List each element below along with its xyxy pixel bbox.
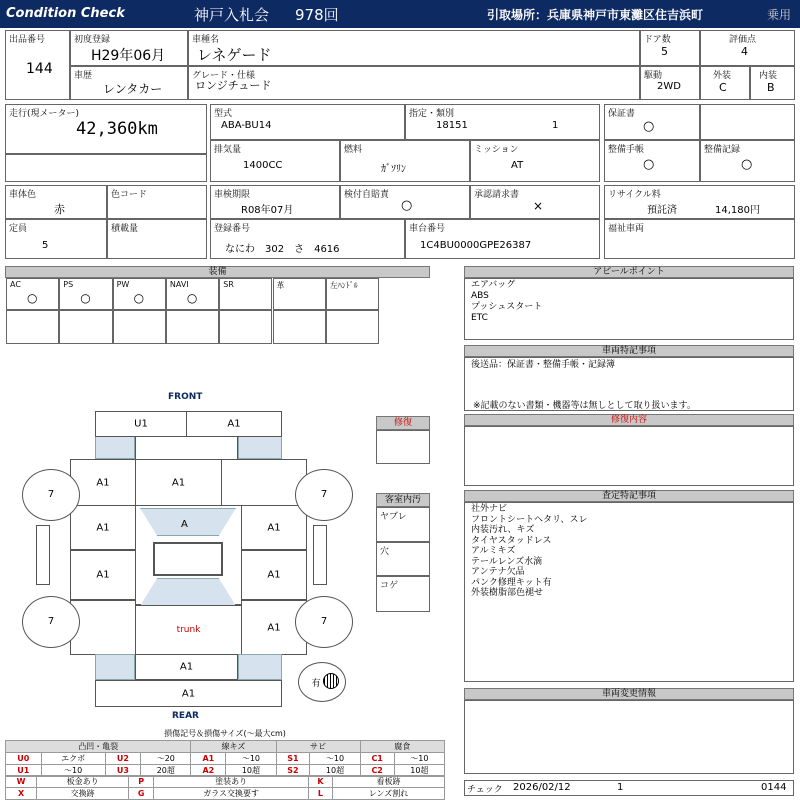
score-cell <box>700 30 795 66</box>
equipment-name: 革 <box>276 281 285 290</box>
color-code-cell <box>107 185 207 219</box>
brand-title: Condition Check <box>6 6 125 21</box>
insurance-cell <box>340 185 470 219</box>
model-code-value: ABA-BU14 <box>221 120 272 131</box>
panel-grille <box>135 436 238 460</box>
panel-front-bumper-right: A1 <box>186 411 282 437</box>
assess-line: パンク修理キット有 <box>471 577 552 588</box>
appeal-line: エアバッグ <box>471 280 516 290</box>
grade-cell <box>188 66 640 100</box>
chassis-label: 車台番号 <box>409 224 446 234</box>
changes-panel <box>464 700 794 774</box>
rear-label: REAR <box>172 711 199 721</box>
assess-line: タイヤスタッドレス <box>471 535 552 546</box>
mileage-value: 42,360km <box>76 119 158 139</box>
equipment-blank <box>6 310 59 344</box>
legend-cell: G <box>129 788 154 800</box>
equipment-0 <box>6 278 59 310</box>
inspection-value: R08年07月 <box>241 205 294 216</box>
approval-cell <box>470 185 600 219</box>
exterior-value: C <box>719 81 727 94</box>
legend-cell: ～10 <box>310 753 360 765</box>
legend-cell: A2 <box>191 765 226 777</box>
legend-cell: U0 <box>6 753 42 765</box>
panel-rear-bumper: A1 <box>95 680 282 707</box>
mileage-cell <box>5 104 207 154</box>
model-name-cell <box>188 30 640 66</box>
legend-cell: ガラス交換要す <box>154 788 309 800</box>
equipment-name: NAVI <box>169 280 189 289</box>
grade-value: ロンジチュード <box>195 79 272 92</box>
cabin-hole: 穴 <box>376 542 430 576</box>
maint-record-value: ○ <box>741 157 753 172</box>
warranty-value: ○ <box>643 119 655 134</box>
legend-cell: ～10 <box>41 765 105 777</box>
designation-label: 指定・類別 <box>409 109 455 119</box>
approval-label: 承認請求書 <box>474 190 520 200</box>
load-label: 積載量 <box>111 224 139 234</box>
interior-value: B <box>767 81 775 94</box>
score-value: 4 <box>741 45 748 58</box>
cabin-burn: コゲ <box>376 576 430 612</box>
warranty-label: 保証書 <box>608 109 636 119</box>
panel-rear-door-left: A1 <box>70 550 136 600</box>
appeal-line: ABS <box>471 291 489 301</box>
taillight-left <box>95 654 135 680</box>
doors-cell <box>640 30 700 66</box>
legend-cell: 10超 <box>394 765 444 777</box>
special-line2: ※記載のない書類・機器等は無しとして取り扱います。 <box>473 401 696 411</box>
legend-cell: 20超 <box>141 765 191 777</box>
maint-record-cell <box>700 140 795 182</box>
warranty-extra-cell <box>700 104 795 140</box>
equipment-blank <box>326 310 379 344</box>
legend-cell: S2 <box>276 765 310 777</box>
maint-book-label: 整備手帳 <box>608 145 645 155</box>
header-bar <box>0 0 800 28</box>
color-code-label: 色コード <box>111 190 148 200</box>
inspection-cell <box>210 185 340 219</box>
legend-table-2 <box>5 775 445 800</box>
panel-rear-quarter-left <box>70 600 136 655</box>
reg-no-value: なにわ 302 さ 4616 <box>225 244 340 255</box>
cabin-tear: ヤブレ <box>376 507 430 542</box>
spare-tire-icon <box>323 673 339 689</box>
history-cell <box>70 66 188 100</box>
front-label: FRONT <box>168 392 203 402</box>
exterior-label: 外装 <box>713 71 732 81</box>
equipment-name: AC <box>10 280 21 289</box>
displacement-cell <box>210 140 340 182</box>
welfare-label: 福祉車両 <box>608 224 645 234</box>
recycle-cell <box>604 185 795 219</box>
equipment-3 <box>166 278 219 310</box>
body-color-cell <box>5 185 107 219</box>
category-label: 乗用 <box>767 8 792 22</box>
exterior-cell <box>700 66 750 100</box>
legend-cell: S1 <box>276 753 310 765</box>
assess-line: フロントシートヘタリ、スレ <box>471 514 588 525</box>
displacement-value: 1400CC <box>243 160 283 171</box>
equipment-name: SR <box>223 280 234 289</box>
first-reg-cell <box>70 30 188 66</box>
equipment-name: PS <box>63 280 74 289</box>
transmission-label: ミッション <box>474 145 519 155</box>
welfare-cell <box>604 219 795 259</box>
drive-label: 駆動 <box>644 71 663 81</box>
equipment-6 <box>326 278 379 310</box>
headlight-right <box>238 435 282 459</box>
legend-cell: 交換跡 <box>37 788 129 800</box>
insurance-label: 検付自賠責 <box>344 190 390 200</box>
equipment-mark: ○ <box>133 291 145 305</box>
drive-cell <box>640 66 700 100</box>
panel-rear-quarter-right: A1 <box>241 600 307 655</box>
equipment-name: 左ﾊﾝﾄﾞﾙ <box>329 281 358 290</box>
model-name-value: レネゲード <box>197 46 272 64</box>
mirror-left <box>36 525 50 585</box>
roof <box>153 542 223 576</box>
insurance-value: ○ <box>401 198 413 213</box>
assess-line: テールレンズ水滴 <box>471 556 543 567</box>
special-title: 車両特記事項 <box>464 345 794 357</box>
legend-cell: C1 <box>360 753 394 765</box>
panel-front-door-right: A1 <box>241 505 307 550</box>
spare-tire: 有 <box>298 662 346 702</box>
body-color-value: 赤 <box>54 203 65 216</box>
equipment-4 <box>219 278 272 310</box>
assess-line: 内装汚れ、キズ <box>471 525 535 535</box>
equipment-title: 装備 <box>5 266 430 278</box>
model-name-label: 車種名 <box>192 35 220 45</box>
warranty-cell <box>604 104 700 140</box>
cabin-title: 客室内汚 <box>376 493 430 507</box>
check-date: 2026/02/12 <box>513 782 571 793</box>
capacity-label: 定員 <box>9 224 28 234</box>
interior-cell <box>750 66 795 100</box>
equipment-blank <box>113 310 166 344</box>
interior-label: 内装 <box>759 71 778 81</box>
legend-cell: U2 <box>105 753 141 765</box>
check-number: 1 <box>617 782 624 793</box>
legend-cell: 板金あり <box>37 776 129 788</box>
grade-label: グレード・仕様 <box>192 71 256 81</box>
recycle-amount: 14,180円 <box>715 205 760 216</box>
legend-title: 損傷記号＆損傷サイズ(～最大cm) <box>5 729 445 740</box>
load-cell <box>107 219 207 259</box>
legend-cell: P <box>129 776 154 788</box>
maint-book-cell <box>604 140 700 182</box>
equipment-mark: ○ <box>27 291 38 305</box>
model-code-label: 型式 <box>214 109 233 119</box>
panel-front-door-left: A1 <box>70 505 136 550</box>
lot-label: 出品番号 <box>9 35 46 45</box>
appeal-line: ETC <box>471 313 488 323</box>
appeal-line: プッシュスタート <box>471 302 543 312</box>
body-color-label: 車体色 <box>9 190 37 200</box>
legend-cell: レンズ割れ <box>333 788 445 800</box>
chassis-cell <box>405 219 600 259</box>
model-code-cell <box>210 104 405 140</box>
taillight-right <box>238 654 282 680</box>
panel-hood: A1 <box>135 459 222 506</box>
legend-cell: W <box>6 776 37 788</box>
mileage-extra-cell <box>5 154 207 182</box>
lot-cell <box>5 30 70 100</box>
recycle-label: リサイクル料 <box>608 190 661 200</box>
check-row <box>464 780 794 796</box>
special-line1: 後送品：保証書・整備手帳・記録簿 <box>471 360 616 370</box>
transmission-value: AT <box>511 160 524 171</box>
headlight-left <box>95 435 135 459</box>
equipment-mark: ○ <box>80 291 91 305</box>
legend-cell: ～10 <box>226 753 276 765</box>
pickup-location: 引取場所：兵庫県神戸市東灘区住吉浜町 <box>487 8 704 22</box>
repair-label: 修復 <box>376 416 430 430</box>
assess-panel <box>464 502 794 682</box>
appeal-panel <box>464 278 794 340</box>
legend-cell: C2 <box>360 765 394 777</box>
panel-front-bumper-left: U1 <box>95 411 187 437</box>
assess-title: 査定特記事項 <box>464 490 794 502</box>
lot-number: 144 <box>26 61 53 77</box>
windshield-mark: A <box>181 519 188 530</box>
displacement-label: 排気量 <box>214 145 242 155</box>
score-label: 評価点 <box>729 35 757 45</box>
equipment-blank <box>59 310 112 344</box>
equipment-mark: ○ <box>186 291 198 305</box>
tire-rear-right: 7 <box>295 596 353 648</box>
transmission-cell <box>470 140 600 182</box>
panel-hood-right <box>221 459 307 506</box>
equipment-1 <box>59 278 112 310</box>
legend-cell: 10超 <box>310 765 360 777</box>
changes-title: 車両変更情報 <box>464 688 794 700</box>
panel-rear-garnish: A1 <box>135 654 238 680</box>
equipment-blank <box>219 310 272 344</box>
doors-label: ドア数 <box>644 35 671 45</box>
equipment-blank <box>273 310 326 344</box>
panel-left-fender: A1 <box>70 459 136 506</box>
doors-value: 5 <box>661 45 668 58</box>
chassis-value: 1C4BU0000GPE26387 <box>420 240 532 251</box>
legend-cell: ～20 <box>141 753 191 765</box>
mirror-right <box>313 525 327 585</box>
legend-cell: U1 <box>6 765 42 777</box>
equipment-2 <box>113 278 166 310</box>
panel-trunk: trunk <box>135 605 242 655</box>
reg-no-label: 登録番号 <box>214 224 251 234</box>
designation-value1: 18151 <box>436 120 468 131</box>
legend-table: 凸凹・亀裂 線キズ サビ 腐食 U0 エクボ U2 ～20 A1 ～10 S1 ～10 C1 ～10 U1 ～10 U3 20超 A2 10超 S2 10超 C2 10超 <box>5 740 445 777</box>
auction-name: 神戸入札会 <box>194 6 270 24</box>
legend-cell: K <box>308 776 332 788</box>
legend-cell: L <box>308 788 332 800</box>
maint-record-label: 整備記録 <box>704 145 741 155</box>
legend-cell: エクボ <box>41 753 105 765</box>
inspection-label: 車検期限 <box>214 190 251 200</box>
check-label: チェック <box>467 785 503 795</box>
tire-front-left: 7 <box>22 469 80 521</box>
history-label: 車歴 <box>74 71 93 81</box>
approval-value: × <box>533 199 544 213</box>
equipment-name: PW <box>116 280 130 289</box>
recycle-status: 預託済 <box>647 205 677 216</box>
appeal-title: アピールポイント <box>464 266 794 278</box>
legend-cell: 10超 <box>226 765 276 777</box>
drive-value: 2WD <box>657 81 681 92</box>
assess-line: 外装樹脂部色褪せ <box>471 588 544 598</box>
equipment-blank <box>166 310 219 344</box>
first-reg-value: H29年06月 <box>91 48 166 64</box>
assess-line: アンテナ欠品 <box>471 567 525 577</box>
check-code: 0144 <box>761 782 787 793</box>
fuel-cell <box>340 140 470 182</box>
tire-front-right: 7 <box>295 469 353 521</box>
legend-cell: 看板跡 <box>333 776 445 788</box>
designation-cell <box>405 104 600 140</box>
first-reg-label: 初度登録 <box>74 35 111 45</box>
maint-book-value: ○ <box>643 157 655 172</box>
assess-line: 社外ナビ <box>471 504 508 514</box>
legend-cell: 塗装あり <box>154 776 309 788</box>
reg-no-cell <box>210 219 405 259</box>
auction-number: 978回 <box>295 6 339 24</box>
legend-cell: A1 <box>191 753 226 765</box>
fuel-value: ｶﾞｿﾘﾝ <box>381 164 406 175</box>
tire-rear-left: 7 <box>22 596 80 648</box>
mileage-label: 走行(現メーター) <box>9 109 80 119</box>
capacity-value: 5 <box>42 240 49 251</box>
legend-cell: ～10 <box>394 753 444 765</box>
repair-panel <box>464 426 794 486</box>
legend-cell: X <box>6 788 37 800</box>
special-panel <box>464 357 794 411</box>
equipment-5 <box>273 278 326 310</box>
assess-line: アルミキズ <box>471 546 516 556</box>
fuel-label: 燃料 <box>344 145 363 155</box>
panel-rear-door-right: A1 <box>241 550 307 600</box>
repair-title: 修復内容 <box>464 414 794 426</box>
repair-box <box>376 430 430 464</box>
designation-value2: 1 <box>552 120 559 131</box>
history-value: レンタカー <box>103 82 163 96</box>
legend-cell: U3 <box>105 765 141 777</box>
capacity-cell <box>5 219 107 259</box>
